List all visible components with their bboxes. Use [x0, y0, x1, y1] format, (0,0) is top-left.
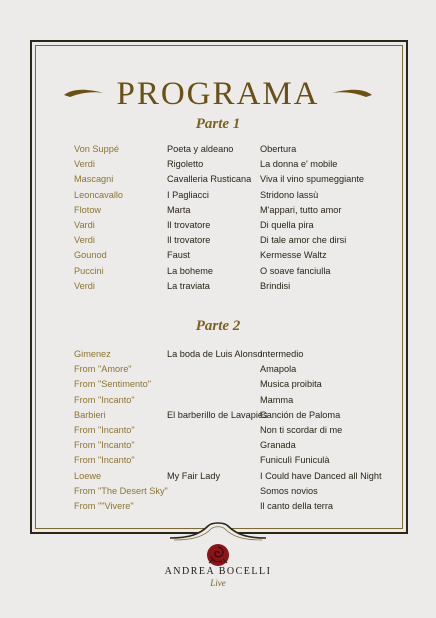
brand-name: ANDREA BOCELLI: [164, 566, 272, 577]
program-row: [0, 203, 436, 218]
composer-name: From "Incanto": [74, 394, 135, 405]
composer-name: From "Incanto": [74, 440, 135, 451]
composer-name: From "Incanto": [74, 455, 135, 466]
piece-title: Canción de Paloma: [260, 409, 341, 420]
composer-name: From "The Desert Sky": [74, 485, 168, 496]
program-row: [0, 264, 436, 279]
piece-title: Obertura: [260, 144, 297, 154]
piece-title: Kermesse Waltz: [260, 250, 327, 261]
piece-title: Di tale amor che dirsi: [260, 235, 347, 246]
program-row: [0, 172, 436, 187]
piece-title: Mamma: [260, 394, 294, 405]
program-row: [0, 347, 436, 362]
work-title: Il trovatore: [167, 220, 211, 230]
composer-name: From "Sentimento": [74, 379, 151, 390]
piece-title: Amapola: [260, 364, 297, 375]
piece-title: I Could have Danced all Night: [260, 470, 382, 481]
composer-name: Verdi: [74, 280, 95, 291]
composer-name: Von Suppé: [74, 144, 119, 154]
composer-name: From "Amore": [74, 364, 132, 375]
piece-title: Viva il vino spumeggiante: [260, 174, 365, 185]
program-row: [0, 469, 436, 484]
part-1-heading: Parte 1: [195, 116, 241, 132]
program-row: [0, 248, 436, 263]
program-row: [0, 453, 436, 468]
piece-title: Stridono lassù: [260, 189, 319, 200]
work-title: I Pagliacci: [167, 189, 209, 200]
composer-name: From ""Vivere": [74, 501, 134, 511]
program-row: [0, 218, 436, 233]
work-title: Cavalleria Rusticana: [167, 174, 252, 185]
piece-title: Granada: [260, 440, 296, 451]
composer-name: Gounod: [74, 250, 107, 261]
program-row: [0, 377, 436, 392]
composer-name: Vardi: [74, 220, 95, 230]
program-row: [0, 279, 436, 294]
work-title: La traviata: [167, 280, 210, 291]
program-row: [0, 484, 436, 499]
piece-title: Brindisi: [260, 280, 291, 291]
piece-title: O soave fanciulla: [260, 265, 331, 276]
program-row: [0, 438, 436, 453]
composer-name: Verdi: [74, 159, 95, 170]
program-row: [0, 408, 436, 423]
composer-name: Verdi: [74, 235, 95, 246]
program-row: [0, 499, 436, 514]
brand-subtitle: Live: [210, 578, 226, 588]
work-title: Il trovatore: [167, 235, 211, 246]
piece-title: M'appari, tutto amor: [260, 204, 342, 215]
composer-name: From "Incanto": [74, 425, 135, 435]
piece-title: Intermedio: [260, 349, 304, 359]
composer-name: Loewe: [74, 470, 102, 481]
program-row: [0, 393, 436, 408]
work-title: El barberillo de Lavapiés: [167, 409, 268, 420]
piece-title: Il canto della terra: [260, 501, 334, 511]
piece-title: Somos novios: [260, 485, 318, 496]
program-row: [0, 362, 436, 377]
work-title: Poeta y aldeano: [167, 144, 234, 154]
composer-name: Flotow: [74, 204, 102, 215]
composer-name: Mascagni: [74, 174, 114, 185]
part-2-heading: Parte 2: [195, 318, 241, 334]
program-row: [0, 233, 436, 248]
piece-title: Musica proibita: [260, 379, 322, 390]
piece-title: Non ti scordar di me: [260, 425, 343, 435]
piece-title: Di quella pira: [260, 220, 314, 230]
work-title: La boda de Luis Alonso: [167, 349, 263, 359]
composer-name: Gimenez: [74, 349, 111, 359]
frame-bottom-ornament: [170, 520, 266, 542]
work-title: La boheme: [167, 265, 213, 276]
composer-name: Puccini: [74, 265, 104, 276]
program-row: [0, 157, 436, 172]
piece-title: Funiculì Funiculà: [260, 455, 330, 466]
composer-name: Barbieri: [74, 409, 106, 420]
piece-title: La donna e' mobile: [260, 159, 338, 170]
work-title: Faust: [167, 250, 190, 261]
program-row: [0, 188, 436, 203]
work-title: My Fair Lady: [167, 470, 221, 481]
page-title: PROGRAMA: [116, 76, 320, 112]
work-title: Rigoletto: [167, 159, 204, 170]
composer-name: Leoncavallo: [74, 189, 124, 200]
work-title: Marta: [167, 204, 191, 215]
rose-logo-icon: [205, 542, 231, 568]
title-swash-right: [330, 86, 374, 100]
program-row: [0, 423, 436, 438]
program-row: [0, 142, 436, 157]
